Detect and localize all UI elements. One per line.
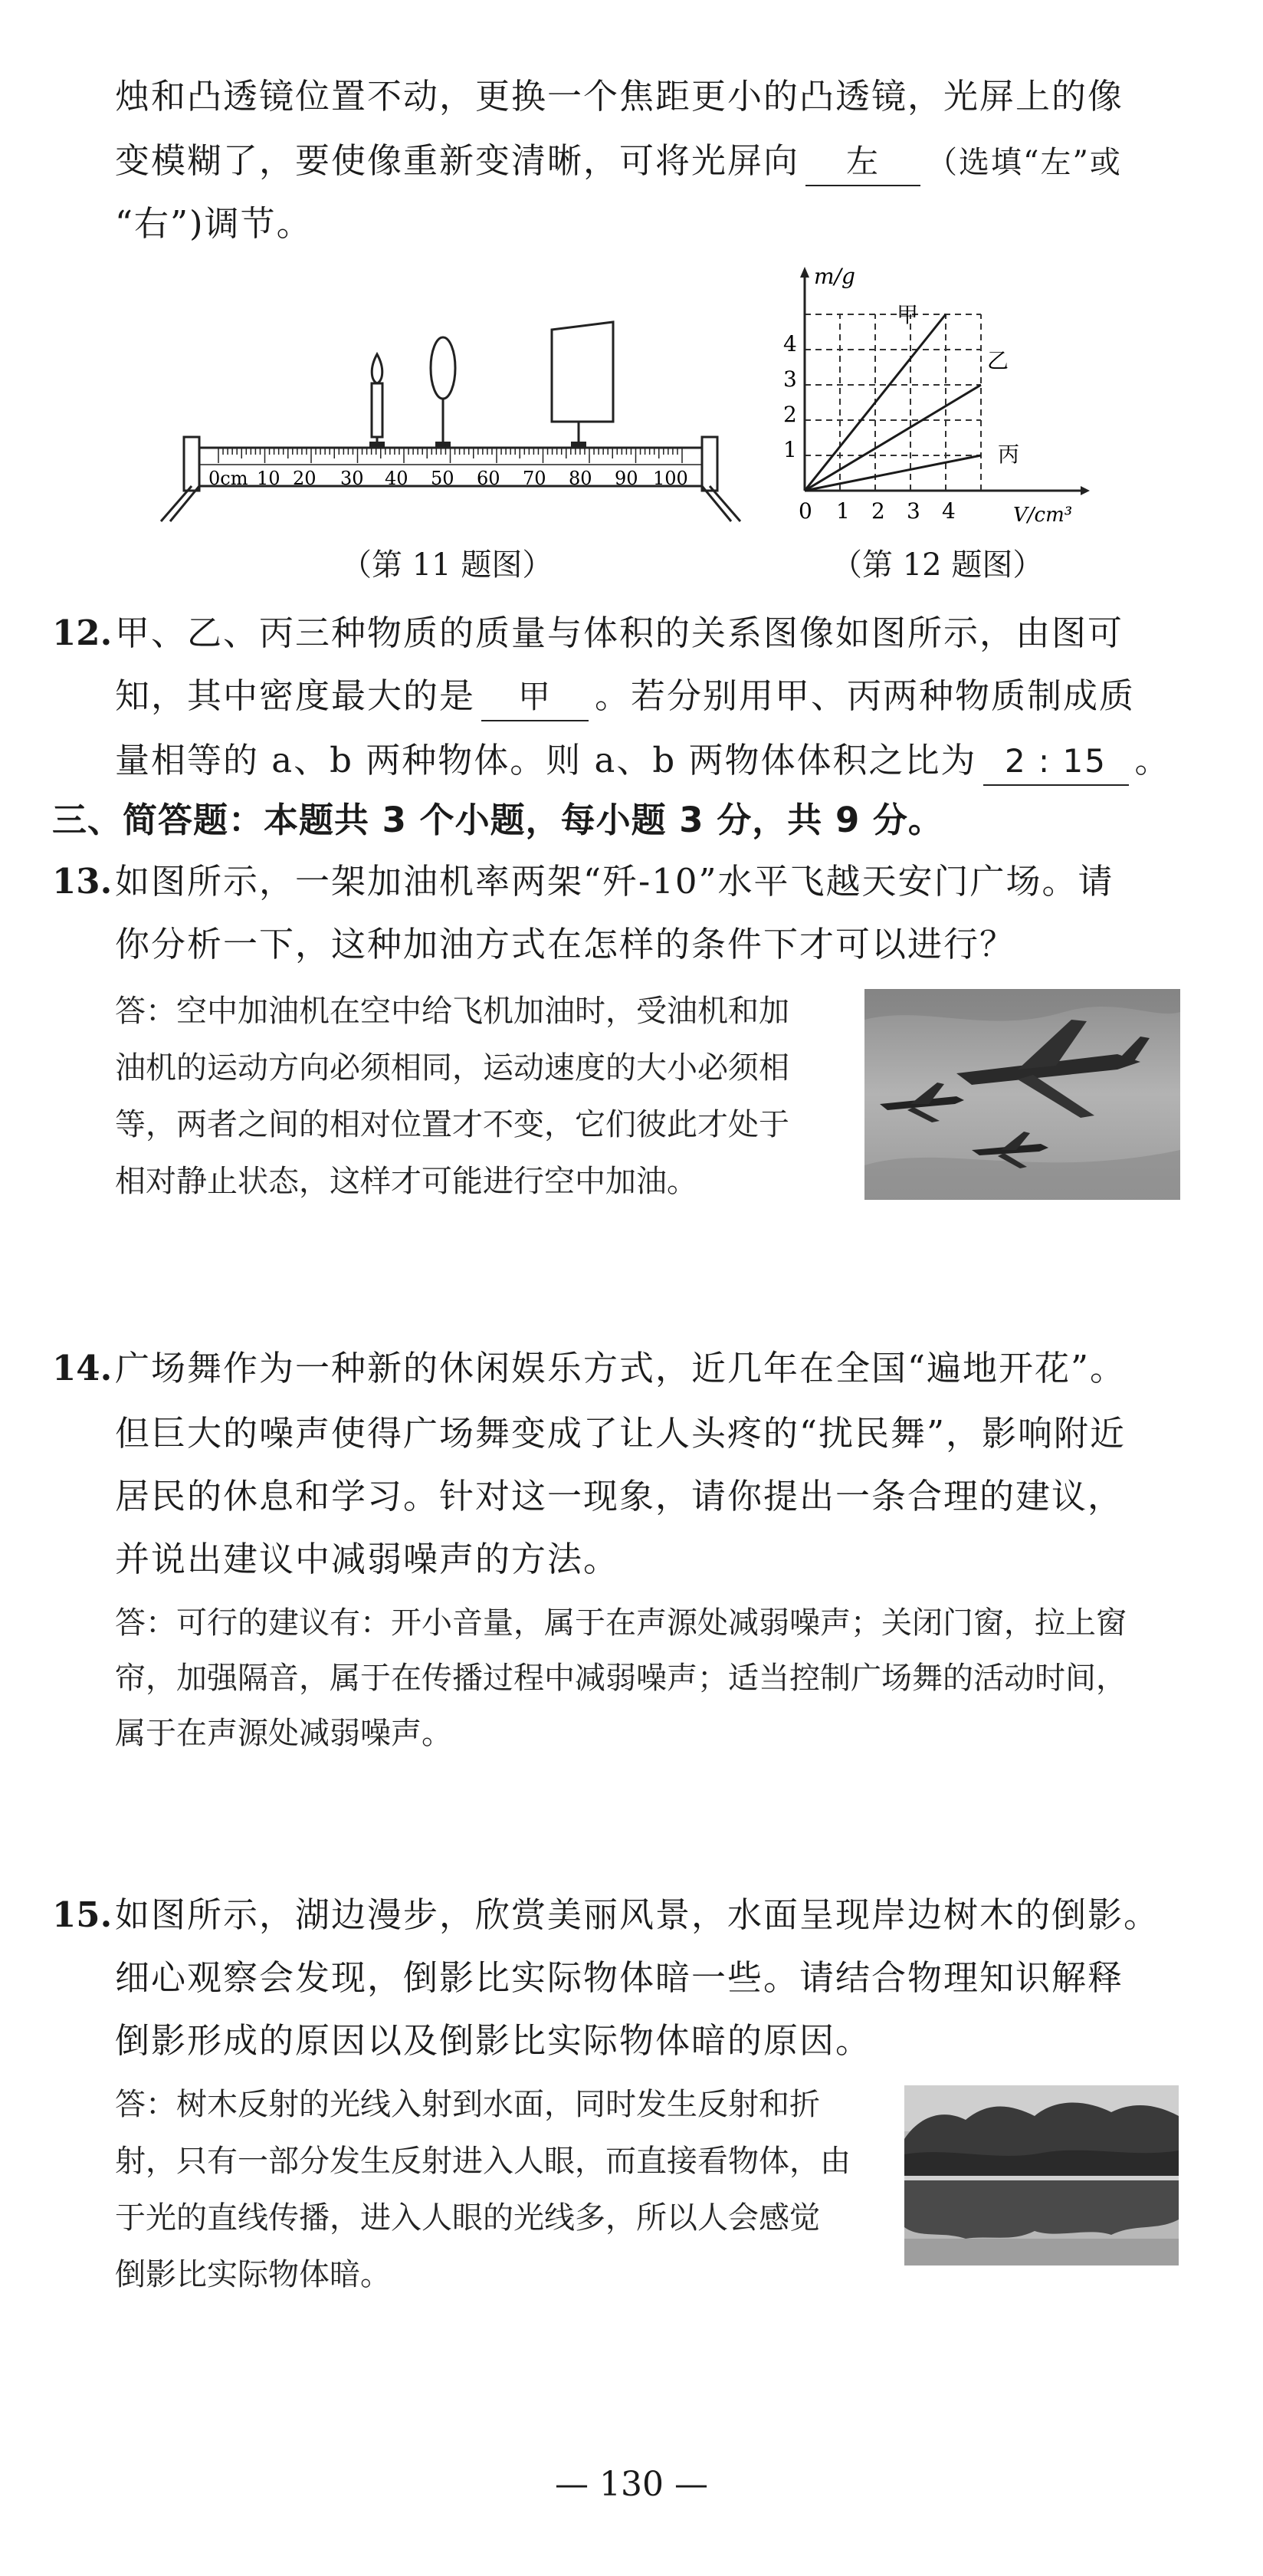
q14-line-2: 但巨大的噪声使得广场舞变成了让人头疼的“扰民舞”，影响附近 (115, 1413, 1127, 1454)
bench-label-70: 70 (523, 468, 546, 489)
g12-series-label-yi: 乙 (987, 348, 1009, 373)
bench-label-0: 0cm (208, 468, 248, 489)
q14-answer-line-2: 帘，加强隔音，属于在传播过程中减弱噪声；适当控制广场舞的活动时间， (115, 1661, 1127, 1696)
q12-answer-2-blank: 2 : 15 (983, 738, 1129, 786)
q14-line-4: 并说出建议中减弱噪声的方法。 (115, 1539, 620, 1579)
g12-series-line-2 (805, 455, 981, 491)
bench-label-40: 40 (385, 468, 408, 489)
bench-label-80: 80 (569, 468, 592, 489)
q15-line-2: 细心观察会发现，倒影比实际物体暗一些。请结合物理知识解释 (115, 1957, 1124, 1998)
g12-y-tick-1: 1 (783, 437, 797, 462)
bench-label-20: 20 (293, 468, 317, 489)
q12-line-3-pre: 量相等的 a、b 两种物体。则 a、b 两物体体积之比为 (115, 740, 977, 780)
q11-answer-blank: 左 (805, 139, 920, 186)
q11-line-3: “右”)调节。 (115, 203, 313, 244)
g12-y-tick-4: 4 (783, 331, 797, 356)
q11-line-1: 烛和凸透镜位置不动，更换一个焦距更小的凸透镜，光屏上的像 (115, 76, 1124, 117)
q14-line-1: 广场舞作为一种新的休闲娱乐方式，近几年在全国“遍地开花”。 (115, 1348, 1127, 1388)
q14-number: 14. (52, 1348, 113, 1388)
bench-label-10: 10 (257, 468, 280, 489)
section-3-title: 三、简答题：本题共 3 个小题，每小题 3 分，共 9 分。 (52, 800, 943, 840)
q11-line-2-pre: 变模糊了，要使像重新变清晰，可将光屏向 (115, 140, 800, 181)
page-number: — 130 — (555, 2465, 708, 2504)
q13-answer-line-4: 相对静止状态，这样才可能进行空中加油。 (115, 1164, 697, 1199)
q15-answer-line-3: 于光的直线传播，进入人眼的光线多，所以人会感觉 (115, 2200, 820, 2236)
g12-x-tick-2: 2 (871, 498, 885, 524)
fig12-caption: （第 12 题图） (832, 547, 1044, 583)
fig12-mass-volume-graph (774, 261, 1096, 537)
g12-y-axis-label: m/g (814, 264, 855, 289)
g12-x-tick-3: 3 (907, 498, 920, 524)
g12-y-tick-2: 2 (783, 402, 797, 427)
q12-line-2-pre: 知，其中密度最大的是 (115, 675, 476, 716)
g12-x-tick-0: 0 (799, 498, 812, 524)
q15-answer-line-4: 倒影比实际物体暗。 (115, 2257, 391, 2292)
g12-series-label-bing: 丙 (998, 442, 1020, 467)
q12-line-3-post: 。 (1134, 740, 1171, 780)
q11-line-2 (115, 138, 1122, 186)
q11-line-2-post: （选填“左”或 (927, 145, 1122, 180)
lake-reflection-photo (904, 2085, 1179, 2266)
g12-series-label-jia: 甲 (897, 302, 919, 327)
q12-line-3 (115, 738, 1171, 786)
g12-x-tick-1: 1 (836, 498, 850, 524)
refueling-aircraft-photo (864, 989, 1180, 1200)
q14-answer-line-1: 答：可行的建议有：开小音量，属于在声源处减弱噪声；关闭门窗，拉上窗 (115, 1605, 1127, 1641)
q13-answer-line-1: 答：空中加油机在空中给飞机加油时，受油机和加 (115, 994, 789, 1029)
g12-series-line-1 (805, 385, 981, 491)
q12-answer-1-blank: 甲 (481, 674, 589, 721)
q15-number: 15. (52, 1894, 113, 1935)
q14-answer-line-3: 属于在声源处减弱噪声。 (115, 1716, 452, 1751)
q13-answer-line-2: 油机的运动方向必须相同，运动速度的大小必须相 (115, 1050, 789, 1086)
q12-line-1: 甲、乙、丙三种物质的质量与体积的关系图像如图所示，由图可 (115, 613, 1124, 653)
q13-answer-line-3: 等，两者之间的相对位置才不变，它们彼此才处于 (115, 1107, 789, 1142)
g12-x-axis-label: V/cm³ (1013, 504, 1073, 527)
q13-line-2: 你分析一下，这种加油方式在怎样的条件下才可以进行？ (115, 924, 1016, 964)
q15-line-3: 倒影形成的原因以及倒影比实际物体暗的原因。 (115, 2020, 872, 2061)
q12-line-2 (115, 673, 1135, 721)
q13-line-1: 如图所示，一架加油机率两架“歼-10”水平飞越天安门广场。请 (115, 861, 1114, 902)
g12-x-tick-4: 4 (942, 498, 956, 524)
q15-answer-line-1: 答：树木反射的光线入射到水面，同时发生反射和折 (115, 2087, 820, 2122)
q15-answer-line-2: 射，只有一部分发生反射进入人眼，而直接看物体，由 (115, 2144, 851, 2179)
bench-label-90: 90 (615, 468, 638, 489)
g12-y-tick-3: 3 (783, 366, 797, 392)
q14-line-3: 居民的休息和学习。针对这一现象，请你提出一条合理的建议， (115, 1476, 1124, 1516)
bench-label-50: 50 (431, 468, 454, 489)
q12-number: 12. (52, 613, 113, 653)
bench-label-60: 60 (477, 468, 500, 489)
fig11-caption: （第 11 题图） (341, 547, 553, 583)
fig11-optical-bench (153, 307, 751, 537)
bench-label-30: 30 (340, 468, 364, 489)
bench-label-100: 100 (653, 468, 688, 489)
q13-number: 13. (52, 861, 113, 902)
q12-line-2-post: 。若分别用甲、丙两种物质制成质 (595, 675, 1136, 716)
q15-line-1: 如图所示，湖边漫步，欣赏美丽风景，水面呈现岸边树木的倒影。 (115, 1894, 1160, 1935)
